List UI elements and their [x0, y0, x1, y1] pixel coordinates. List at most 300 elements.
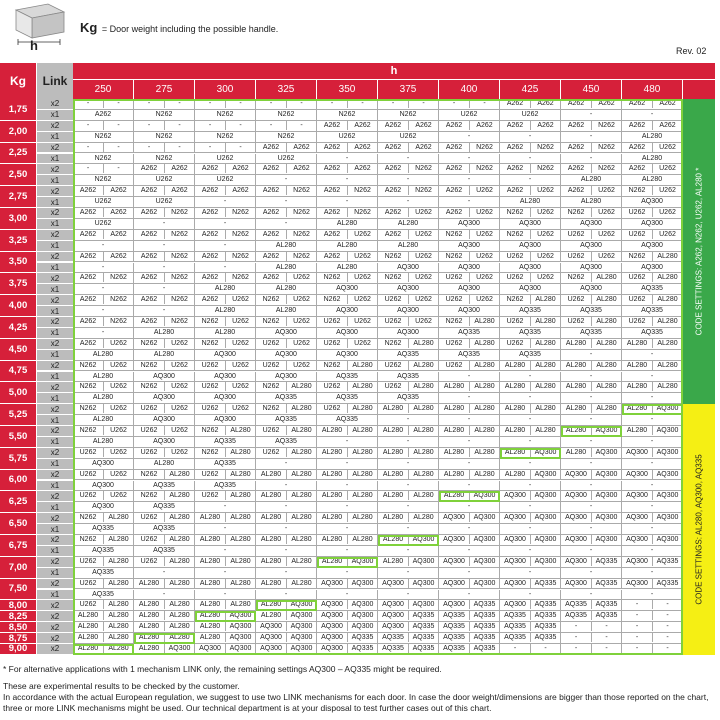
- setting-first: AQ300: [504, 536, 526, 543]
- setting-first: A262: [506, 121, 524, 129]
- setting-second: AL280: [657, 339, 678, 347]
- setting-first: A262: [201, 209, 219, 216]
- setting-first: A262: [79, 209, 97, 216]
- kg-value: 6,00: [0, 470, 37, 492]
- settings-cell: [378, 633, 439, 644]
- setting-second: AQ335: [412, 645, 435, 652]
- settings-cell: N262: [73, 154, 134, 165]
- settings-cell: AQ300: [73, 481, 134, 492]
- settings-cell: -: [256, 175, 317, 186]
- setting-second: AQ300: [290, 601, 313, 609]
- setting-second: AL280: [169, 623, 190, 631]
- settings-cell: AL280: [561, 197, 622, 208]
- setting-second: A262: [232, 165, 249, 173]
- setting-second: AL280: [352, 361, 373, 369]
- settings-cell: [73, 121, 134, 132]
- setting-first: U262: [140, 536, 158, 543]
- link-x1: x1: [37, 372, 73, 383]
- settings-cell: [73, 600, 134, 611]
- setting-second: AL280: [352, 427, 373, 434]
- settings-cell: N262: [256, 132, 317, 143]
- settings-cell: [500, 600, 561, 611]
- settings-cell: AQ335: [561, 306, 622, 317]
- settings-cell: [256, 186, 317, 197]
- setting-second: AQ300: [534, 536, 557, 543]
- settings-cell: [500, 208, 561, 219]
- settings-cell: -: [439, 590, 500, 601]
- settings-cell: -: [378, 502, 439, 513]
- setting-second: U262: [598, 209, 615, 216]
- kg-value: 1,75: [0, 99, 37, 121]
- settings-cell: AQ300: [561, 219, 622, 230]
- link-x2: x2: [37, 535, 73, 546]
- setting-second: AL280: [291, 557, 312, 565]
- setting-second: U262: [110, 361, 127, 369]
- settings-cell: AQ300: [195, 372, 256, 383]
- setting-first: U262: [628, 296, 646, 304]
- setting-second: N262: [232, 252, 249, 260]
- setting-second: U262: [171, 339, 188, 347]
- settings-cell: AQ300: [378, 306, 439, 317]
- settings-cell: [256, 295, 317, 306]
- settings-cell: U262: [378, 132, 439, 143]
- settings-cell: -: [317, 502, 378, 513]
- setting-second: AL280: [535, 296, 556, 304]
- settings-cell: AQ300: [378, 284, 439, 295]
- setting-second: AQ300: [351, 557, 374, 565]
- settings-cell: [317, 273, 378, 284]
- setting-second: AQ335: [656, 579, 679, 587]
- setting-second: AQ335: [595, 612, 618, 620]
- settings-cell: [622, 339, 683, 350]
- setting-first: -: [574, 623, 578, 631]
- settings-cell: [256, 535, 317, 546]
- setting-first: AL280: [382, 405, 404, 413]
- settings-cell: [195, 404, 256, 415]
- setting-second: U262: [354, 339, 371, 347]
- setting-first: N262: [201, 448, 219, 456]
- settings-cell: [378, 404, 439, 415]
- kg-value: 3,25: [0, 230, 37, 252]
- settings-cell: [622, 143, 683, 154]
- settings-cell: U262: [134, 175, 195, 186]
- setting-first: N262: [262, 296, 280, 304]
- setting-second: U262: [537, 209, 554, 216]
- setting-first: A262: [201, 230, 219, 238]
- settings-cell: [134, 382, 195, 393]
- setting-second: AQ335: [534, 634, 557, 642]
- settings-cell: U262: [73, 219, 134, 230]
- setting-second: AQ335: [595, 601, 618, 609]
- settings-cell: [500, 491, 561, 502]
- settings-cell: -: [561, 350, 622, 361]
- setting-second: AL280: [169, 612, 190, 620]
- setting-second: U262: [293, 296, 310, 304]
- settings-cell: -: [195, 197, 256, 208]
- settings-cell: [317, 535, 378, 546]
- kg-value: 2,50: [0, 164, 37, 186]
- setting-second: AQ300: [473, 557, 496, 565]
- settings-cell: -: [622, 437, 683, 448]
- settings-cell: [561, 448, 622, 459]
- kg-value: 3,50: [0, 252, 37, 274]
- setting-second: AL280: [291, 536, 312, 543]
- settings-cell: AL280: [134, 328, 195, 339]
- setting-second: -: [239, 121, 242, 129]
- settings-cell: AQ300: [256, 372, 317, 383]
- settings-cell: [622, 557, 683, 568]
- setting-first: AL280: [138, 634, 160, 642]
- settings-cell: -: [73, 306, 134, 317]
- settings-cell: -: [134, 568, 195, 579]
- settings-cell: U262: [134, 197, 195, 208]
- settings-cell: AQ335: [622, 306, 683, 317]
- kg-value: 2,25: [0, 143, 37, 165]
- settings-cell: AQ300: [256, 350, 317, 361]
- settings-cell: [439, 317, 500, 328]
- setting-first: U262: [79, 448, 97, 456]
- settings-cell: [500, 426, 561, 437]
- settings-cell: [317, 470, 378, 481]
- setting-first: AQ300: [443, 601, 465, 609]
- setting-first: A262: [506, 165, 524, 173]
- setting-second: N262: [110, 274, 127, 282]
- settings-cell: AQ300: [622, 263, 683, 274]
- setting-second: U262: [415, 252, 432, 260]
- settings-cell: N262: [195, 110, 256, 121]
- setting-first: AL280: [565, 448, 587, 456]
- setting-first: U262: [201, 470, 219, 478]
- setting-second: A262: [537, 121, 554, 129]
- setting-second: U262: [659, 165, 676, 173]
- settings-cell: -: [500, 524, 561, 535]
- settings-cell: AQ335: [73, 590, 134, 601]
- settings-cell: -: [500, 568, 561, 579]
- setting-second: AQ335: [473, 601, 496, 609]
- setting-second: AQ300: [534, 492, 557, 500]
- setting-first: AQ300: [382, 612, 404, 620]
- setting-second: U262: [476, 230, 493, 238]
- settings-cell: [622, 404, 683, 415]
- settings-cell: -: [317, 154, 378, 165]
- setting-second: U262: [110, 492, 127, 500]
- settings-cell: [195, 448, 256, 459]
- kg-value: 8,75: [0, 633, 37, 644]
- settings-cell: -: [439, 481, 500, 492]
- settings-cell: [439, 208, 500, 219]
- settings-cell: AQ335: [500, 350, 561, 361]
- setting-first: AQ335: [443, 645, 465, 652]
- settings-cell: [378, 535, 439, 546]
- settings-cell: AL280: [195, 328, 256, 339]
- settings-cell: [134, 470, 195, 481]
- settings-cell: [622, 99, 683, 110]
- setting-second: -: [422, 100, 425, 107]
- setting-first: U262: [323, 318, 341, 325]
- setting-second: AQ335: [412, 623, 435, 631]
- settings-cell: [378, 121, 439, 132]
- settings-cell: [500, 448, 561, 459]
- settings-cell: -: [378, 546, 439, 557]
- settings-cell: -: [561, 481, 622, 492]
- setting-first: A262: [262, 252, 280, 260]
- setting-second: -: [666, 601, 669, 609]
- setting-second: AL280: [474, 383, 495, 391]
- settings-cell: AL280: [317, 219, 378, 230]
- setting-first: AQ300: [626, 514, 648, 522]
- setting-second: AL280: [108, 536, 129, 543]
- setting-second: AQ300: [595, 470, 618, 478]
- column-header: 300: [195, 79, 256, 99]
- settings-cell: [317, 230, 378, 241]
- link-x2: x2: [37, 273, 73, 284]
- settings-cell: [317, 121, 378, 132]
- settings-cell: [561, 143, 622, 154]
- settings-cell: AL280: [317, 241, 378, 252]
- setting-second: AQ300: [595, 536, 618, 543]
- settings-cell: -: [73, 263, 134, 274]
- setting-second: U262: [354, 274, 371, 282]
- setting-second: N262: [537, 143, 554, 151]
- settings-cell: -: [195, 241, 256, 252]
- settings-cell: [73, 426, 134, 437]
- setting-second: U262: [598, 187, 615, 195]
- setting-second: N262: [598, 143, 615, 151]
- settings-cell: -: [500, 502, 561, 513]
- settings-cell: [195, 361, 256, 372]
- setting-first: A262: [384, 209, 402, 216]
- settings-cell: [317, 143, 378, 154]
- setting-first: A262: [384, 121, 402, 129]
- settings-cell: [500, 404, 561, 415]
- setting-first: N262: [140, 492, 158, 500]
- setting-second: AL280: [413, 427, 434, 434]
- setting-first: A262: [140, 296, 158, 304]
- settings-cell: AQ300: [256, 328, 317, 339]
- setting-first: AQ300: [626, 557, 648, 565]
- setting-first: AL280: [77, 634, 99, 642]
- settings-cell: -: [317, 437, 378, 448]
- setting-second: AL280: [413, 405, 434, 413]
- settings-cell: [561, 317, 622, 328]
- setting-first: U262: [506, 252, 524, 260]
- code-settings-yellow-band: [683, 404, 715, 655]
- setting-first: AL280: [138, 601, 160, 609]
- settings-cell: AQ335: [73, 524, 134, 535]
- setting-first: AL280: [565, 339, 587, 347]
- settings-cell: [378, 361, 439, 372]
- settings-cell: AL280: [378, 241, 439, 252]
- settings-cell: -: [134, 241, 195, 252]
- settings-cell: -: [622, 546, 683, 557]
- settings-cell: [378, 513, 439, 524]
- settings-cell: [378, 252, 439, 263]
- settings-cell: N262: [134, 110, 195, 121]
- setting-second: AQ300: [534, 470, 557, 478]
- setting-second: AQ335: [534, 601, 557, 609]
- link-x1: x1: [37, 459, 73, 470]
- settings-cell: [622, 230, 683, 241]
- settings-cell: [378, 644, 439, 655]
- setting-first: N262: [445, 230, 463, 238]
- settings-cell: [134, 317, 195, 328]
- setting-first: AL280: [626, 339, 648, 347]
- settings-cell: -: [561, 546, 622, 557]
- setting-second: A262: [476, 121, 493, 129]
- column-header: 275: [134, 79, 195, 99]
- settings-cell: -: [561, 154, 622, 165]
- setting-second: -: [178, 100, 181, 107]
- settings-cell: -: [439, 568, 500, 579]
- setting-second: AQ335: [656, 557, 679, 565]
- setting-first: AL280: [565, 361, 587, 369]
- setting-first: A262: [140, 230, 158, 238]
- settings-cell: -: [317, 524, 378, 535]
- setting-first: U262: [628, 274, 646, 282]
- settings-cell: -: [622, 350, 683, 361]
- settings-cell: [439, 143, 500, 154]
- settings-cell: AQ335: [378, 350, 439, 361]
- setting-second: AL280: [352, 405, 373, 413]
- setting-second: AQ300: [656, 514, 679, 522]
- setting-first: AQ300: [199, 645, 221, 652]
- settings-cell: [439, 513, 500, 524]
- link-x1: x1: [37, 393, 73, 404]
- h-header: h: [73, 63, 715, 79]
- setting-first: A262: [567, 121, 585, 129]
- setting-first: N262: [445, 318, 463, 325]
- setting-first: A262: [628, 165, 646, 173]
- setting-second: AQ300: [229, 645, 252, 652]
- settings-cell: AQ300: [439, 263, 500, 274]
- settings-cell: -: [134, 306, 195, 317]
- settings-cell: [561, 99, 622, 110]
- column-header: 375: [378, 79, 439, 99]
- settings-cell: [73, 208, 134, 219]
- settings-cell: [317, 644, 378, 655]
- settings-cell: [134, 513, 195, 524]
- setting-second: AQ300: [290, 634, 313, 642]
- settings-cell: AQ335: [439, 350, 500, 361]
- setting-first: U262: [140, 427, 158, 434]
- settings-cell: AQ335: [134, 481, 195, 492]
- setting-first: N262: [79, 514, 97, 522]
- settings-cell: AQ335: [256, 393, 317, 404]
- settings-cell: [439, 579, 500, 590]
- setting-first: U262: [384, 361, 402, 369]
- door-icon: [8, 2, 78, 52]
- setting-first: U262: [201, 405, 219, 413]
- link-x1: x1: [37, 306, 73, 317]
- settings-cell: [317, 361, 378, 372]
- setting-first: AQ335: [504, 612, 526, 620]
- setting-second: U262: [415, 318, 432, 325]
- setting-second: -: [605, 645, 608, 652]
- settings-cell: [134, 164, 195, 175]
- settings-cell: AQ300: [73, 502, 134, 513]
- setting-first: N262: [445, 252, 463, 260]
- kg-value: 5,00: [0, 382, 37, 404]
- setting-first: U262: [628, 230, 646, 238]
- setting-first: AL280: [199, 536, 221, 543]
- settings-cell: -: [256, 502, 317, 513]
- settings-cell: [73, 273, 134, 284]
- settings-cell: -: [439, 154, 500, 165]
- settings-cell: -: [439, 524, 500, 535]
- settings-cell: [622, 121, 683, 132]
- setting-first: AL280: [626, 383, 648, 391]
- settings-cell: [500, 644, 561, 655]
- setting-second: AQ300: [473, 514, 496, 522]
- setting-second: AL280: [596, 274, 617, 282]
- setting-second: AL280: [169, 492, 190, 500]
- link-x1: x1: [37, 437, 73, 448]
- setting-second: AL280: [413, 470, 434, 478]
- settings-cell: [317, 317, 378, 328]
- setting-first: N262: [384, 274, 402, 282]
- kg-value: 4,75: [0, 361, 37, 383]
- settings-cell: -: [622, 110, 683, 121]
- setting-second: U262: [476, 296, 493, 304]
- link-x1: x1: [37, 219, 73, 230]
- settings-cell: -: [439, 132, 500, 143]
- setting-first: -: [635, 612, 639, 620]
- setting-second: AQ300: [351, 623, 374, 631]
- setting-first: N262: [79, 536, 97, 543]
- link-x1: x1: [37, 524, 73, 535]
- setting-second: AL280: [657, 296, 678, 304]
- settings-cell: [561, 644, 622, 655]
- setting-second: AL280: [657, 383, 678, 391]
- setting-first: -: [391, 100, 395, 107]
- setting-first: -: [635, 634, 639, 642]
- settings-cell: -: [561, 524, 622, 535]
- setting-second: AQ300: [412, 579, 435, 587]
- setting-first: A262: [567, 143, 585, 151]
- settings-cell: -: [561, 568, 622, 579]
- settings-cell: AQ335: [439, 328, 500, 339]
- setting-first: AQ300: [565, 557, 587, 565]
- setting-first: N262: [628, 187, 646, 195]
- settings-cell: [561, 426, 622, 437]
- settings-cell: [73, 99, 134, 110]
- link-x1: x1: [37, 590, 73, 601]
- setting-second: AQ300: [473, 579, 496, 587]
- settings-cell: [73, 557, 134, 568]
- settings-cell: N262: [134, 154, 195, 165]
- setting-first: N262: [506, 209, 524, 216]
- setting-first: AL280: [199, 514, 221, 522]
- setting-first: A262: [140, 165, 158, 173]
- setting-second: AL280: [535, 318, 556, 325]
- setting-first: U262: [323, 405, 341, 413]
- settings-cell: AQ300: [195, 393, 256, 404]
- link-x1: x1: [37, 546, 73, 557]
- setting-first: N262: [201, 339, 219, 347]
- setting-first: N262: [506, 296, 524, 304]
- setting-second: U262: [110, 448, 127, 456]
- setting-first: AQ335: [565, 601, 587, 609]
- setting-first: U262: [79, 601, 97, 609]
- setting-first: U262: [79, 579, 97, 587]
- setting-first: U262: [384, 296, 402, 304]
- settings-cell: -: [378, 524, 439, 535]
- setting-first: N262: [506, 230, 524, 238]
- settings-cell: [134, 361, 195, 372]
- settings-cell: [561, 404, 622, 415]
- settings-cell: U262: [439, 110, 500, 121]
- settings-cell: -: [561, 393, 622, 404]
